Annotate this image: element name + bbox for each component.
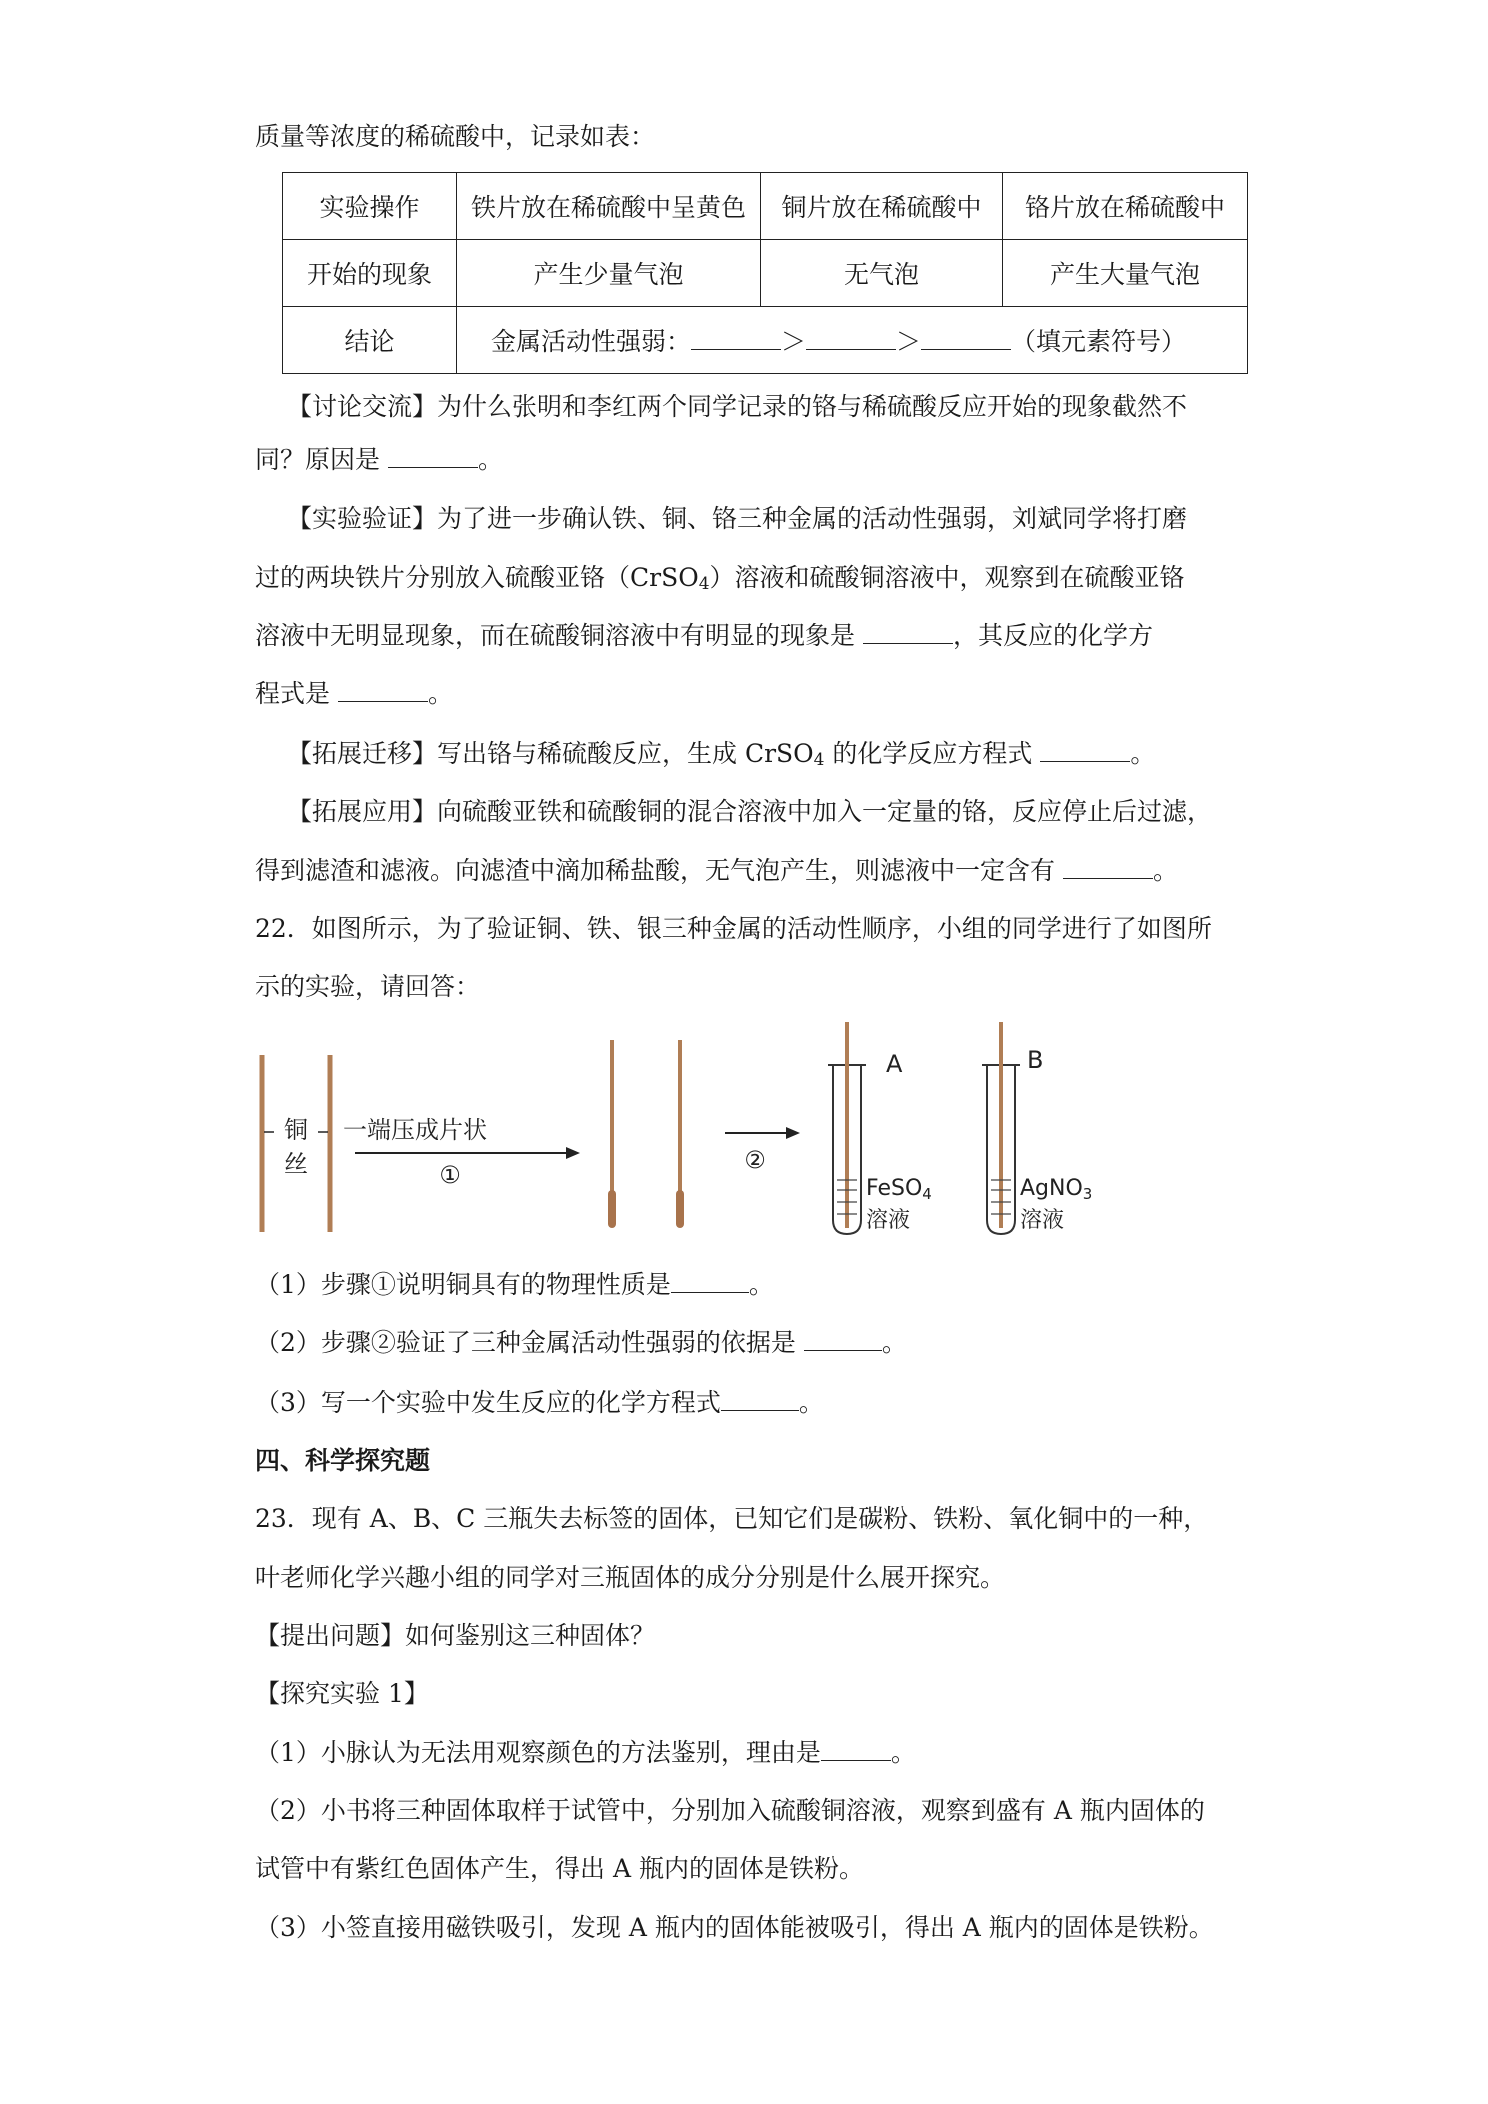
greater-than: ＞	[896, 327, 922, 356]
step2-label: ②	[744, 1146, 766, 1174]
arrowhead-icon	[566, 1147, 580, 1159]
q23-sub-3-line-1: （3）小签直接用磁铁吸引，发现 A 瓶内的固体能被吸引，得出 A 瓶内的固体是铁粉。	[255, 1913, 1214, 1942]
text-span: 过的两块铁片分别放入硫酸亚铬（CrSO	[255, 563, 699, 592]
discussion-line-1: 【讨论交流】为什么张明和李红两个同学记录的铬与稀硫酸反应开始的现象截然不	[287, 392, 1188, 421]
q23-explore-1: 【探究实验 1】	[255, 1679, 429, 1708]
flattened-end	[676, 1190, 684, 1228]
text-span: 。	[1152, 856, 1178, 885]
greater-than: ＞	[781, 327, 807, 356]
q23-line-2: 叶老师化学兴趣小组的同学对三瓶固体的成分分别是什么展开探究。	[255, 1563, 1006, 1592]
text-span: （1）步骤①说明铜具有的物理性质是	[255, 1270, 671, 1299]
text-span: （3）写一个实验中发生反应的化学方程式	[255, 1388, 721, 1417]
answer-blank	[338, 679, 428, 702]
table-row	[283, 173, 1248, 240]
text-span: 。	[477, 445, 503, 474]
text-span: 【拓展迁移】写出铬与稀硫酸反应，生成 CrSO	[287, 739, 814, 768]
tube-a-solution-2: 溶液	[866, 1208, 911, 1233]
tube-b-solution	[1020, 1176, 1092, 1203]
text-span: 。	[798, 1388, 824, 1417]
experiment-figure	[240, 1020, 1140, 1250]
conclusion-label: 结论	[283, 307, 457, 374]
table-cell: 铬片放在稀硫酸中	[1003, 173, 1248, 240]
subscript: 4	[922, 1185, 932, 1203]
answer-blank	[388, 445, 478, 468]
wire-label-2: 丝	[284, 1150, 308, 1178]
discussion-line-2	[255, 443, 503, 477]
text-span: 。	[890, 1738, 916, 1767]
subscript: 3	[1082, 1185, 1093, 1203]
answer-blank	[806, 327, 896, 350]
table-row	[283, 240, 1248, 307]
subscript: 4	[698, 574, 710, 594]
text-span: （2）步骤②验证了三种金属活动性强弱的依据是	[255, 1328, 796, 1357]
table-cell: 产生大量气泡	[1003, 240, 1248, 307]
tube-b-label: B	[1027, 1046, 1044, 1074]
verify-line-4	[255, 677, 453, 711]
table-cell: 铜片放在稀硫酸中	[761, 173, 1003, 240]
text-span: ）溶液和硫酸铜溶液中，观察到在硫酸亚铬	[709, 563, 1185, 592]
q23-line-1: 23．现有 A、B、C 三瓶失去标签的固体，已知它们是碳粉、铁粉、氧化铜中的一种，	[255, 1504, 1209, 1533]
application-line-1: 【拓展应用】向硫酸亚铁和硫酸铜的混合溶液中加入一定量的铬，反应停止后过滤，	[287, 797, 1213, 826]
verify-line-3	[255, 619, 1153, 653]
step1-label: ①	[439, 1161, 461, 1189]
wire-label-1: 铜	[284, 1116, 308, 1144]
conclusion-cell	[457, 307, 1248, 374]
q23-sub-2-line-1: （2）小书将三种固体取样于试管中，分别加入硫酸铜溶液，观察到盛有 A 瓶内固体的	[255, 1796, 1205, 1825]
conclusion-suffix: （填元素符号）	[1011, 327, 1187, 356]
arrow1-text: 一端压成片状	[343, 1116, 487, 1144]
q23-question: 【提出问题】如何鉴别这三种固体？	[255, 1621, 656, 1650]
answer-blank	[671, 1270, 749, 1293]
answer-blank	[1040, 739, 1130, 762]
verify-line-2	[255, 561, 1185, 595]
q23-sub-2-line-2: 试管中有紫红色固体产生，得出 A 瓶内的固体是铁粉。	[255, 1854, 864, 1883]
arrowhead-icon	[786, 1127, 800, 1139]
text-span: FeSO	[866, 1176, 923, 1201]
table-cell: 无气泡	[761, 240, 1003, 307]
text-span: 的化学反应方程式	[824, 739, 1033, 768]
answer-blank	[721, 1388, 799, 1411]
answer-blank	[821, 1738, 891, 1761]
transfer-line	[287, 737, 1155, 771]
answer-blank	[863, 621, 953, 644]
text-span: 。	[881, 1328, 907, 1357]
application-line-2	[255, 854, 1178, 888]
text-span: 程式是	[255, 679, 331, 708]
text-span: 同？原因是	[255, 445, 381, 474]
text-span: 得到滤渣和滤液。向滤渣中滴加稀盐酸，无气泡产生，则滤液中一定含有	[255, 856, 1056, 885]
subscript: 4	[813, 750, 825, 770]
table-cell: 实验操作	[283, 173, 457, 240]
text-span: AgNO	[1020, 1176, 1083, 1201]
tube-a-solution	[866, 1176, 932, 1203]
experiment-table	[282, 172, 1248, 374]
table-row	[283, 307, 1248, 374]
answer-blank	[691, 327, 781, 350]
flattened-end	[608, 1190, 616, 1228]
text-span: 。	[748, 1270, 774, 1299]
q22-line-1: 22．如图所示，为了验证铜、铁、银三种金属的活动性顺序，小组的同学进行了如图所	[255, 914, 1212, 943]
answer-blank	[804, 1328, 882, 1351]
table-cell: 铁片放在稀硫酸中呈黄色	[457, 173, 761, 240]
answer-blank	[921, 327, 1011, 350]
text-span: （1）小脉认为无法用观察颜色的方法鉴别，理由是	[255, 1738, 821, 1767]
q22-sub-3	[255, 1386, 824, 1420]
text-span: 。	[427, 679, 453, 708]
text-span: ，其反应的化学方	[952, 621, 1153, 650]
verify-line-1: 【实验验证】为了进一步确认铁、铜、铬三种金属的活动性强弱，刘斌同学将打磨	[287, 504, 1188, 533]
q23-sub-1	[255, 1736, 916, 1770]
text-span: 溶液中无明显现象，而在硫酸铜溶液中有明显的现象是	[255, 621, 856, 650]
section-heading: 四、科学探究题	[255, 1446, 431, 1475]
table-cell: 产生少量气泡	[457, 240, 761, 307]
table-cell: 开始的现象	[283, 240, 457, 307]
q22-sub-2	[255, 1326, 907, 1360]
tube-a-label: A	[886, 1050, 903, 1078]
intro-text: 质量等浓度的稀硫酸中，记录如表：	[255, 122, 656, 151]
text-span: 。	[1130, 739, 1156, 768]
answer-blank	[1063, 856, 1153, 879]
conclusion-prefix: 金属活动性强弱：	[491, 327, 692, 356]
tube-b-solution-2: 溶液	[1020, 1208, 1065, 1233]
q22-sub-1	[255, 1268, 774, 1302]
q22-line-2: 示的实验，请回答：	[255, 972, 481, 1001]
